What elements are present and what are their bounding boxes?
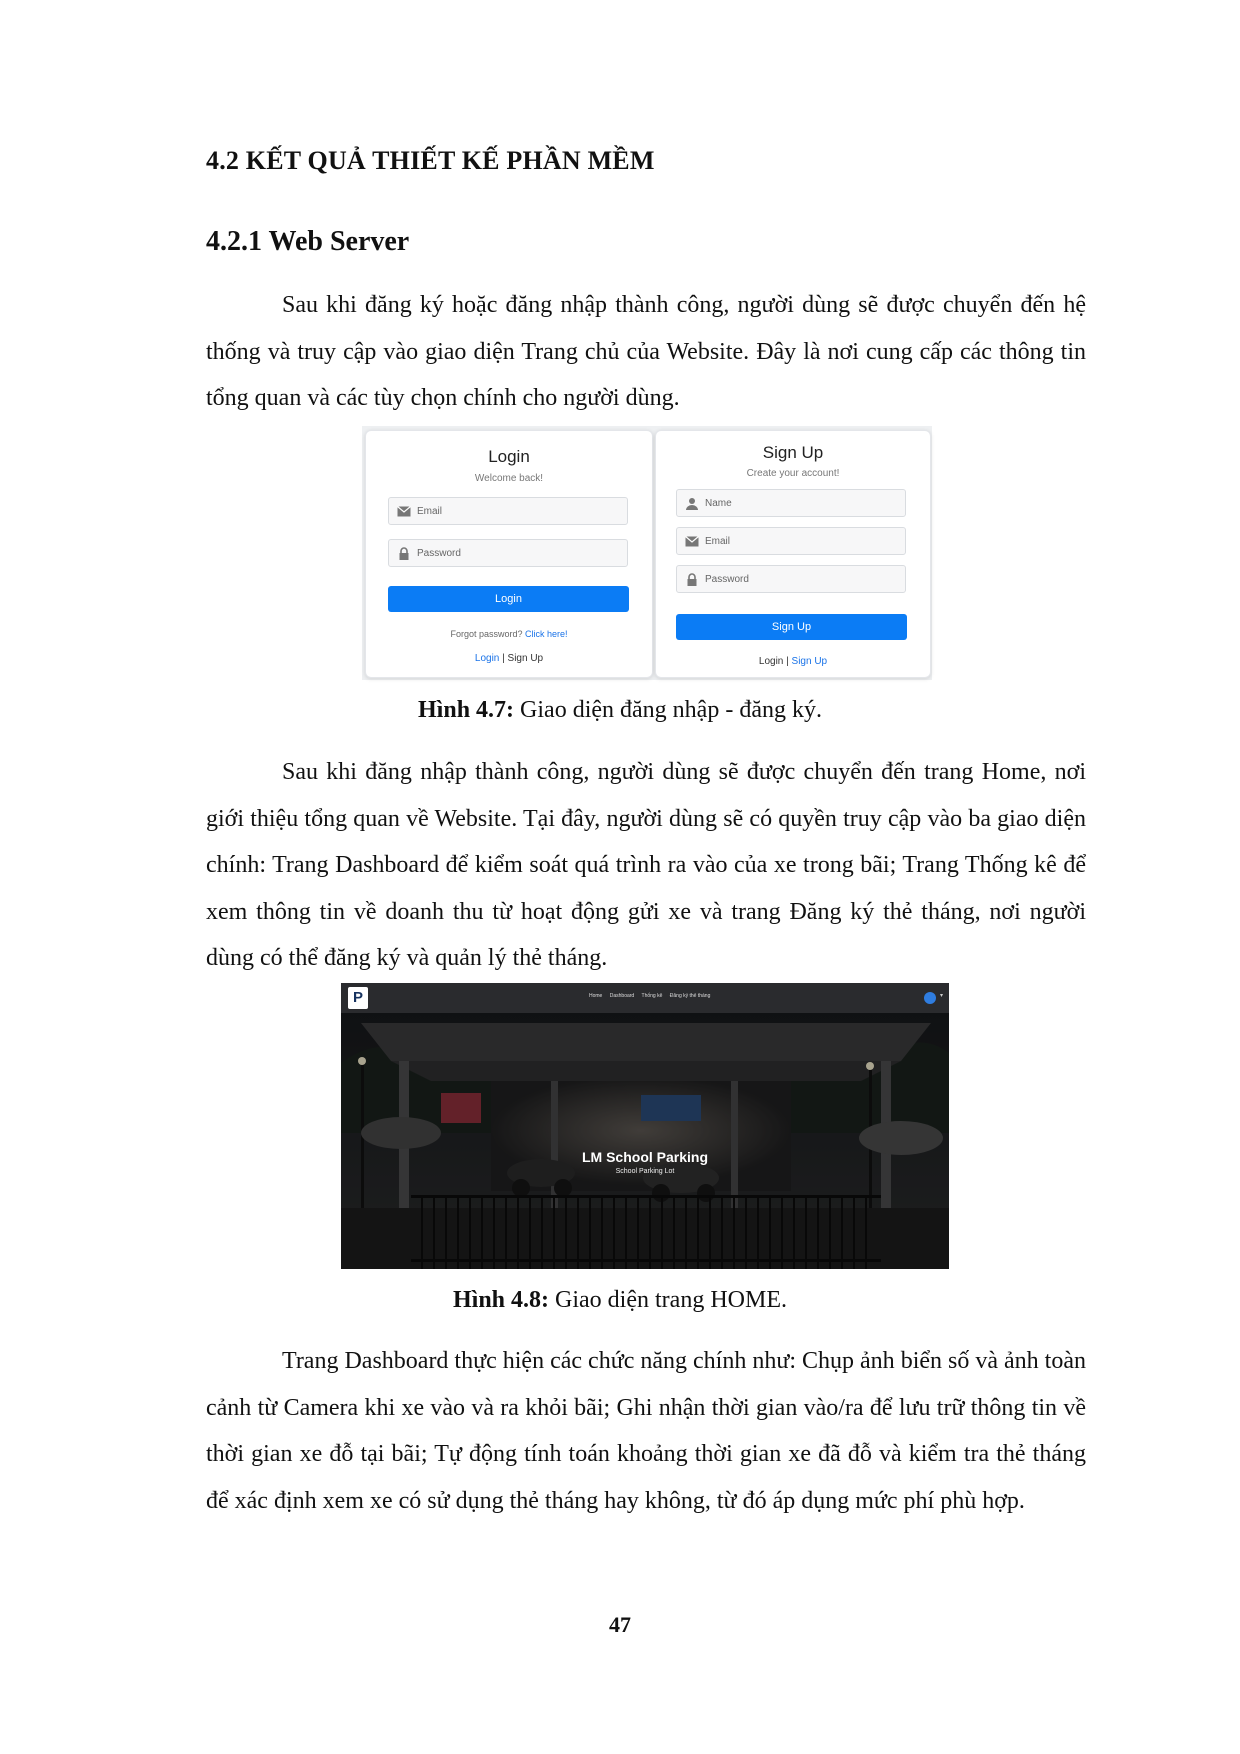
login-title: Login: [488, 447, 530, 466]
login-subtitle: Welcome back!: [474, 473, 544, 484]
signup-name-placeholder: Name: [705, 498, 732, 509]
subsection-heading: 4.2.1 Web Server: [206, 226, 410, 257]
nav-monthly-card[interactable]: Đăng ký thẻ tháng: [669, 993, 711, 999]
link-separator: |: [786, 656, 789, 667]
caret-down-icon[interactable]: ▾: [940, 993, 944, 999]
login-password-placeholder: Password: [417, 548, 461, 559]
user-icon: [685, 497, 699, 510]
signup-password-input[interactable]: [676, 565, 906, 593]
login-card: [365, 430, 653, 678]
paragraph-3: Trang Dashboard thực hiện các chức năng chính như: Chụp ảnh biển số và ảnh toàn cảnh từ Camera khi xe vào và ra khỏi bãi; Ghi nhận thời gian vào/ra để lưu trữ thông tin về thời gian xe đỗ tại bãi; Tự động tính toán khoảng thời gian xe đã đỗ và kiểm tra thẻ tháng để xác định xem xe có sử dụng thẻ tháng hay không, từ đó áp dụng mức phí phù hợp.: [206, 1348, 1086, 1514]
home-navbar: [341, 983, 949, 1013]
login-link[interactable]: Login: [474, 653, 500, 664]
figure-4-8-label: Hình 4.8:: [453, 1287, 550, 1313]
signup-password-placeholder: Password: [705, 574, 749, 585]
figure-4-7-text: Giao diện đăng nhập - đăng ký.: [514, 697, 822, 723]
paragraph-2: Sau khi đăng nhập thành công, người dùng sẽ được chuyển đến trang Home, nơi giới thiệu tổng quan về Website. Tại đây, người dùng sẽ có quyền truy cập vào ba giao diện chính: Trang Dashboard để kiểm soát quá trình ra vào của xe trong bãi; Trang Thống kê để xem thông tin về doanh thu từ hoạt động gửi xe và trang Đăng ký thẻ tháng, nơi người dùng có thể đăng ký và quản lý thẻ tháng.: [206, 759, 1086, 971]
hero-subtitle: School Parking Lot: [615, 1168, 675, 1175]
forgot-password-text: Forgot password?: [450, 629, 523, 639]
nav-dashboard[interactable]: Dashboard: [609, 993, 635, 999]
figure-4-7-label: Hình 4.7:: [418, 697, 515, 723]
link-separator: |: [502, 653, 505, 664]
parking-logo[interactable]: P: [348, 987, 368, 1009]
nav-statistics[interactable]: Thống kê: [641, 993, 663, 999]
paragraph-1: Sau khi đăng ký hoặc đăng nhập thành công, người dùng sẽ được chuyển đến hệ thống và truy cập vào giao diện Trang chủ của Website. Đây là nơi cung cấp các thông tin tổng quan và các tùy chọn chính cho người dùng.: [206, 292, 1086, 411]
figure-4-8-text: Giao diện trang HOME.: [549, 1287, 787, 1313]
signup-email-input[interactable]: [676, 527, 906, 555]
page-number: 47: [609, 1612, 631, 1637]
lock-icon: [685, 573, 699, 586]
envelope-icon: [685, 535, 699, 548]
figure-home-page: [341, 983, 949, 1269]
signup-name-input[interactable]: [676, 489, 906, 517]
signup-title: Sign Up: [762, 443, 824, 462]
login-link[interactable]: Login: [758, 656, 784, 667]
login-email-placeholder: Email: [417, 506, 443, 517]
login-footer-links: [366, 653, 652, 664]
forgot-password-line: [366, 629, 652, 639]
login-button[interactable]: Login: [388, 586, 629, 612]
signup-button[interactable]: Sign Up: [676, 614, 907, 640]
login-password-input[interactable]: [388, 539, 628, 567]
login-email-input[interactable]: [388, 497, 628, 525]
nav-home[interactable]: Home: [589, 993, 603, 999]
signup-card: [655, 430, 931, 678]
user-avatar-icon[interactable]: [924, 992, 936, 1004]
signup-email-placeholder: Email: [705, 536, 731, 547]
lock-icon: [397, 547, 411, 560]
parking-lot-photo: [341, 983, 949, 1269]
signup-link[interactable]: Sign Up: [791, 656, 828, 667]
figure-login-signup: [362, 426, 932, 680]
hero-title: LM School Parking: [581, 1149, 708, 1165]
signup-link[interactable]: Sign Up: [507, 653, 544, 664]
signup-subtitle: Create your account!: [746, 468, 840, 479]
figure-4-7-caption: [0, 697, 1240, 724]
envelope-icon: [397, 505, 411, 518]
section-heading: 4.2 KẾT QUẢ THIẾT KẾ PHẦN MỀM: [206, 146, 655, 175]
figure-4-8-caption: [0, 1287, 1240, 1314]
forgot-password-link[interactable]: Click here!: [525, 629, 568, 639]
signup-footer-links: [656, 656, 930, 667]
nav-links: [589, 993, 716, 999]
